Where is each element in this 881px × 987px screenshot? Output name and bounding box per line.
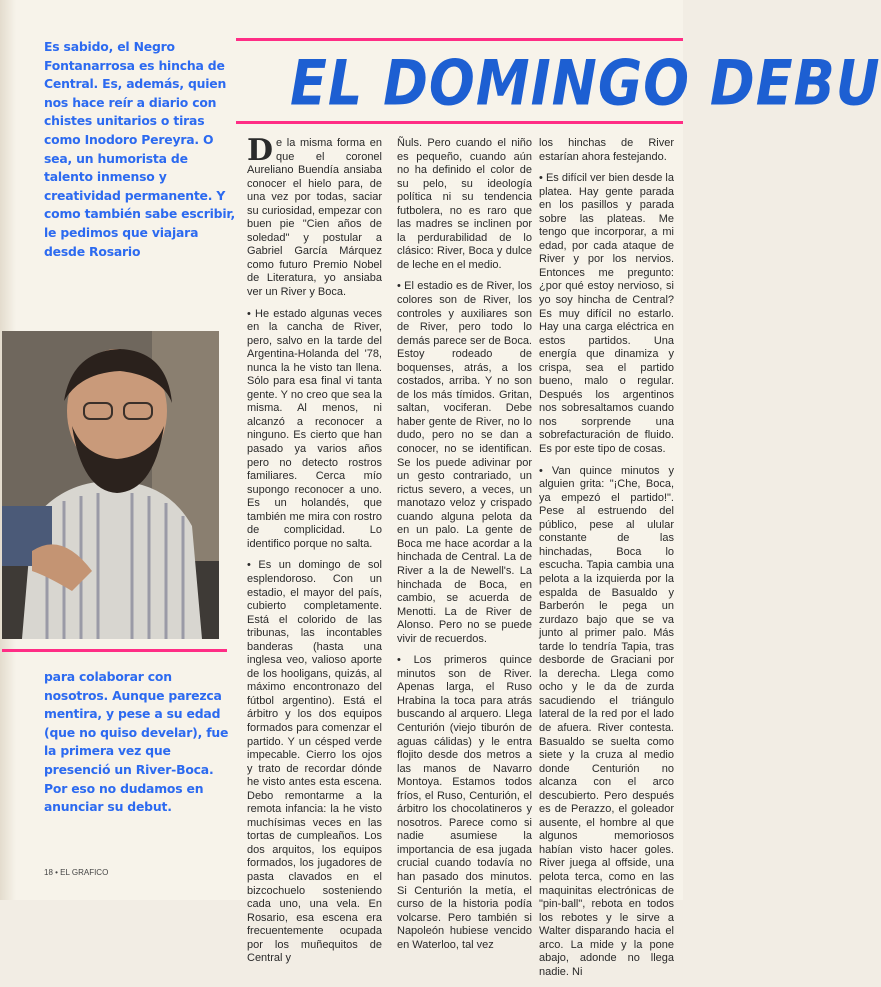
article-column-2 xyxy=(397,137,532,960)
column-1-paragraph-1 xyxy=(247,133,382,300)
column-1-text-1: e la misma forma en que el coronel Aureliano Buendía ansiaba conocer el hielo para, de una vez por todas, saciar su curiosidad, empezar con buen pie "Cien años de soledad" y postular a Gabriel García Márquez como futuro Premio Nobel de Literatura, yo ansiaba ver un River y Boca. xyxy=(247,137,382,299)
column-1-paragraph-3: • Es un domingo de sol esplendoroso. Con un estadio, el mayor del país, cubierto completamente. Está el colorido de las tribunas, las incontables banderas (hasta una inglesa veo, valioso aporte de los hooligans, quizás, al máximo encontronazo del fútbol argentino). Está el árbitro y los dos equipos formados para comenzar el partido. Y un césped verde impecable. Cierro los ojos y trato de recordar dónde he visto antes esta escena. Debo remontarme a la remota infancia: la he visto muchísimas veces en las tortas de cumpleaños. Los dos arquitos, los equipos formados, los jugadores de pasta clavados en el bizcochuelo sosteniendo cada uno, una vela. En Rosario, esa escena era frecuentemente ocupada por los muñequitos de Central y xyxy=(247,559,382,965)
column-3-paragraph-2: • Es difícil ver bien desde la platea. Hay gente parada en los pasillos y parada sobre las plateas. Me tengo que incorporar, a mi edad, por cada ataque de River y por los nervios. Entonces me pregunto: ¿por qué estoy nervioso, si yo soy hincha de Central? Es muy difícil no estarlo. Hay una carga eléctrica en estos partidos. Una energía que dinamiza y crispa, sea el partido bueno, malo o regular. Después los argentinos nos sobresaltamos cuando nos sorprende una sobrefacturación de fluido. Es por este tipo de cosas. xyxy=(539,172,674,456)
column-3-paragraph-1: los hinchas de River estarían ahora festejando. xyxy=(539,137,674,163)
photo-caption-rule xyxy=(2,649,227,652)
lead-text-top: Es sabido, el Negro Fontanarrosa es hincha de Central. Es, además, quien nos hace reír a diario con chistes unitarios o tiras como Inodoro Pereyra. O sea, un humorista de talento inmenso y creatividad permanente. Y como también sabe escribir, le pedimos que viajara desde Rosario xyxy=(44,39,235,259)
column-2-paragraph-1: Ñuls. Pero cuando el niño es pequeño, cuando aún no ha definido el color de su pelo, su ideología política ni su tendencia futbolera, no es raro que las madres se inclinen por la perdurabilidad de lo clásico: River, Boca y dulce de leche en el medio. xyxy=(397,137,532,271)
lead-text-bottom: para colaborar con nosotros. Aunque parezca mentira, y pese a su edad (que no quiso develar), fue la primera vez que presenció un River-Boca. Por eso no dudamos en anunciar su debut. xyxy=(44,669,229,815)
column-2-paragraph-2: • El estadio es de River, los colores son de River, los controles y auxiliares son de River, pero todo lo demás parece ser de Boca. Estoy rodeado de boquenses, atrás, a los costados, arriba. Y no son de los más tímidos. Gritan, saltan, vociferan. Debe haber gente de River, no lo dudo, pero no se dan a conocer, no se identifican. Se los puede adivinar por un gesto contrariado, un rictus severo, a veces, un manotazo veloz y crispado cuando alguna pelota da en un palo. La gente de Boca me hace acordar a la hinchada de Central. La de River a la de Newell's. La hinchada de Boca, en cambio, se acuerda de Menotti. La de River de Alonso. Pero no se puede vivir de recuerdos. xyxy=(397,280,532,645)
column-3-paragraph-3: • Van quince minutos y alguien grita: "¡Che, Boca, ya empezó el partido!". Pese al estruendo del público, pese al ulular constante de las hinchadas, Boca lo escucha. Tapia cambia una pelota a la izquierda por la espalda de Basualdo y Barberón le pega un zurdazo bajo que se va junto al primer palo. Más tarde lo tendría Tapia, tras desborde de Graciani por la derecha. Llega como ocho y le da de zurda sacudiendo el triángulo lateral de la red por el lado de afuera. River contesta. Basualdo se suelta como siete y la cruza al medio donde Centurión no alcanza con el arco descubierto. Pero después es de Perazzo, el goleador ausente, el hombre al que algunos memoriosos habían visto hacer goles. River juega al offside, una pelota terca, como en las maquinitas electrónicas de "pin-ball", rebota en todos los rebotes y le sirve a Walter disparando hacia el arco. La mide y la pone abajo, adonde no llega nadie. Ni xyxy=(539,464,674,978)
header-rule-bottom xyxy=(236,121,683,124)
author-portrait-illustration xyxy=(2,331,219,639)
column-1-paragraph-2: • He estado algunas veces en la cancha de River, pero, salvo en la tarde del Argentina-Holanda del '78, nunca la he visto tan llena. Sólo para esa final vi tanta gente. Y no creo que sea la misma. Al menos, ni alcanzó a reconocer a ninguno. Es cierto que han pasado ya varios años pero no detecto rostros familiares. Cerca mío supongo reconocer a uno. Es un holandés, que también me mira con rostro de complicidad. Lo identifico porque no salta. xyxy=(247,307,382,550)
article-column-3 xyxy=(539,137,674,987)
author-photo xyxy=(2,331,219,639)
page-folio: 18 • EL GRAFICO xyxy=(44,868,109,877)
column-2-paragraph-3: • Los primeros quince minutos son de River. Apenas larga, el Ruso Hrabina la toca para atrás buscando al arquero. Llega Centurión (viejo tiburón de aguas cálidas) y le entra flojito desde dos metros a las manos de Navarro Montoya. Estamos todos fríos, el Ruso, Centurión, el árbitro los chocolatineros y nosotros. Parece como si nadie asumiese la importancia de esa jugada crucial cuando todavía no han pasado dos minutos. Si Centurión la metía, el curso de la historia podía volcarse. Pero también si Napoleón hubiese vencido en Waterloo, tal vez xyxy=(397,654,532,951)
drop-cap: D xyxy=(247,133,274,168)
headline: EL DOMINGO DEBU xyxy=(290,47,881,120)
article-column-1 xyxy=(247,133,382,974)
